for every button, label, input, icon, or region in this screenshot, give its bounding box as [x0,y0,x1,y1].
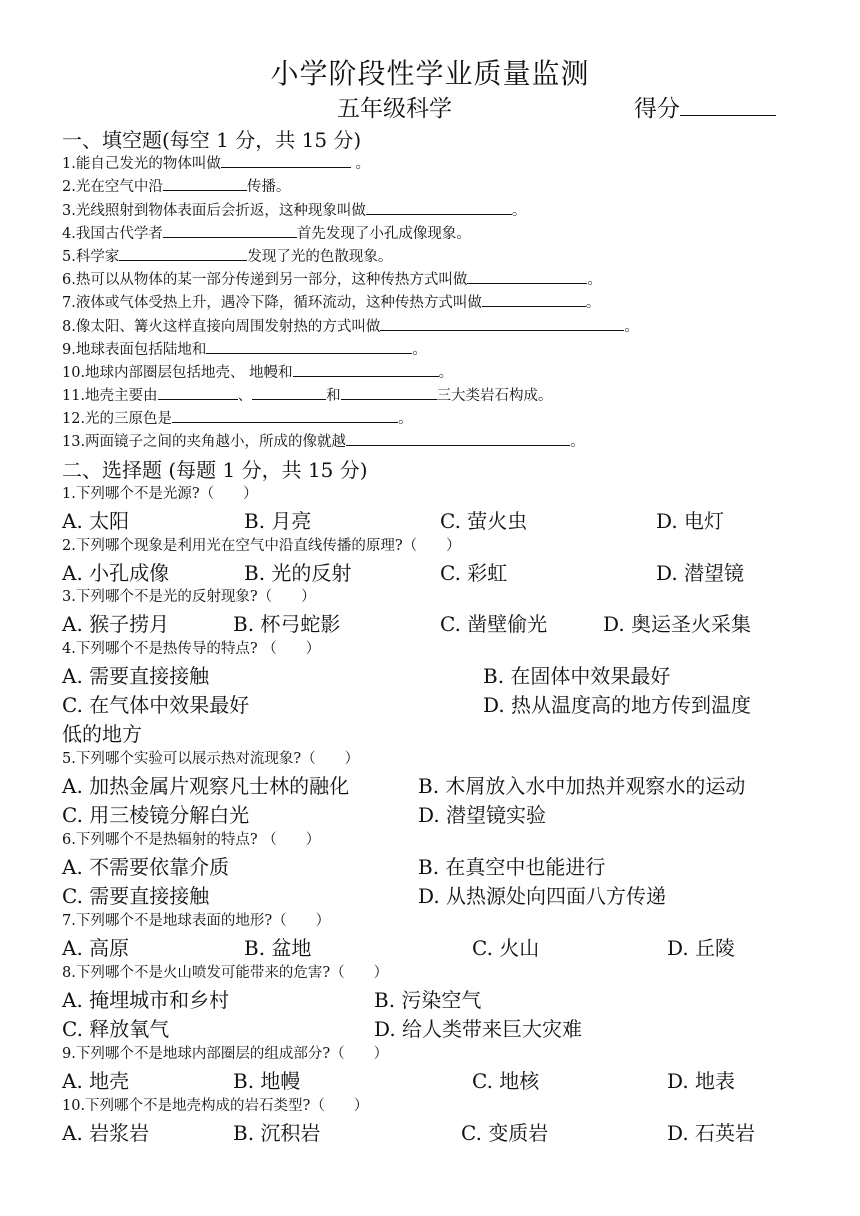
question-9: 9.下列哪个不是地球内部圈层的组成部分?（ ） [62,1046,389,1062]
option-d[interactable]: D. 丘陵 [667,936,736,960]
option-d[interactable]: D. 电灯 [656,509,725,533]
score-field [634,90,776,123]
question-3: 3.下列哪个不是光的反射现象?（ ） [62,589,316,605]
fill-item-8: 8.像太阳、篝火这样直接向周围发射热的方式叫做 。 [62,315,639,336]
option-c[interactable]: C. 地核 [472,1069,540,1093]
option-a[interactable]: A. 加热金属片观察凡士林的融化 [62,774,350,798]
option-d[interactable]: D. 给人类带来巨大灾难 [374,1017,583,1041]
option-b[interactable]: B. 沉积岩 [233,1121,321,1145]
option-a[interactable]: A. 地壳 [62,1069,130,1093]
answer-blank[interactable] [158,384,238,400]
question-10: 10.下列哪个不是地壳构成的岩石类型?（ ） [62,1098,369,1114]
fill-item-4: 4.我国古代学者 首先发现了小孔成像现象。 [62,222,471,243]
answer-blank[interactable] [172,407,398,423]
option-c[interactable]: C. 在气体中效果最好 [62,693,250,717]
fill-item-5: 5.科学家 发现了光的色散现象。 [62,245,392,266]
question-1: 1.下列哪个不是光源?（ ） [62,486,258,502]
option-a[interactable]: A. 不需要依靠介质 [62,855,230,879]
option-a[interactable]: A. 高原 [62,936,130,960]
option-a[interactable]: A. 猴子捞月 [62,612,170,636]
option-d[interactable]: D. 地表 [667,1069,736,1093]
answer-blank[interactable] [380,315,624,331]
option-b[interactable]: B. 盆地 [244,936,312,960]
fill-item-12: 12.光的三原色是 。 [62,407,413,428]
option-d[interactable]: D. 奥运圣火采集 [603,612,752,636]
fill-item-13: 13.两面镜子之间的夹角越小，所成的像就越 。 [62,430,585,451]
answer-blank[interactable] [293,361,439,377]
option-d[interactable]: D. 热从温度高的地方传到温度 [483,693,752,717]
fill-item-1: 1.能自己发光的物体叫做 。 [62,152,370,173]
option-c[interactable]: C. 变质岩 [461,1121,549,1145]
answer-blank[interactable] [119,245,247,261]
option-d[interactable]: D. 潜望镜实验 [418,803,547,827]
option-c[interactable]: C. 萤火虫 [440,509,528,533]
answer-blank[interactable] [366,199,512,215]
option-b[interactable]: B. 地幔 [233,1069,301,1093]
option-a[interactable]: A. 掩埋城市和乡村 [62,988,230,1012]
option-d[interactable]: D. 潜望镜 [656,561,745,585]
option-a[interactable]: A. 太阳 [62,509,130,533]
fill-item-7: 7.液体或气体受热上升，遇冷下降，循环流动，这种传热方式叫做 。 [62,291,600,312]
grade-subject: 五年级科学 [337,96,452,122]
option-a[interactable]: A. 岩浆岩 [62,1121,150,1145]
option-c[interactable]: C. 需要直接接触 [62,884,210,908]
question-2: 2.下列哪个现象是利用光在空气中沿直线传播的原理?（ ） [62,538,461,554]
option-d[interactable]: D. 石英岩 [667,1121,756,1145]
answer-blank[interactable] [482,291,586,307]
fill-item-10: 10.地球内部圈层包括地壳、 地幔和 。 [62,361,453,382]
option-b[interactable]: B. 在固体中效果最好 [483,664,671,688]
section-fill-heading: 一、填空题(每空 1 分，共 15 分) [62,128,362,152]
score-blank[interactable] [680,91,776,116]
fill-item-6: 6.热可以从物体的某一部分传递到另一部分，这种传热方式叫做 。 [62,268,602,289]
fill-item-2: 2.光在空气中沿 传播。 [62,175,290,196]
fill-item-11: 11.地壳主要由 、 和 三大类岩石构成。 [62,384,553,405]
option-c[interactable]: C. 释放氧气 [62,1017,170,1041]
option-c[interactable]: C. 用三棱镜分解白光 [62,803,250,827]
answer-blank[interactable] [163,175,247,191]
answer-blank[interactable] [341,384,437,400]
page-title: 小学阶段性学业质量监测 [270,57,590,90]
answer-blank[interactable] [221,152,351,168]
question-6: 6.下列哪个不是热辐射的特点? （ ） [62,832,321,848]
score-label: 得分 [634,96,680,122]
option-d[interactable]: D. 从热源处向四面八方传递 [418,884,667,908]
fill-item-3: 3.光线照射到物体表面后会折返，这种现象叫做 。 [62,199,526,220]
option-c[interactable]: C. 火山 [472,936,540,960]
question-8: 8.下列哪个不是火山喷发可能带来的危害?（ ） [62,965,389,981]
section-choice-heading: 二、选择题 (每题 1 分，共 15 分) [62,458,368,482]
option-b[interactable]: B. 杯弓蛇影 [233,612,341,636]
answer-blank[interactable] [346,430,570,446]
option-b[interactable]: B. 在真空中也能进行 [418,855,606,879]
option-c[interactable]: C. 彩虹 [440,561,508,585]
fill-item-9: 9.地球表面包括陆地和 。 [62,338,427,359]
question-7: 7.下列哪个不是地球表面的地形?（ ） [62,913,331,929]
option-c[interactable]: C. 凿壁偷光 [440,612,548,636]
option-a[interactable]: A. 小孔成像 [62,561,170,585]
answer-blank[interactable] [252,384,326,400]
option-b[interactable]: B. 污染空气 [374,988,482,1012]
option-b[interactable]: B. 月亮 [244,509,312,533]
option-b[interactable]: B. 光的反射 [244,561,352,585]
option-b[interactable]: B. 木屑放入水中加热并观察水的运动 [418,774,746,798]
question-5: 5.下列哪个实验可以展示热对流现象?（ ） [62,751,360,767]
answer-blank[interactable] [206,338,412,354]
answer-blank[interactable] [163,222,297,238]
answer-blank[interactable] [467,268,587,284]
option-d-continued: 低的地方 [62,722,142,746]
question-4: 4.下列哪个不是热传导的特点? （ ） [62,641,321,657]
option-a[interactable]: A. 需要直接接触 [62,664,210,688]
